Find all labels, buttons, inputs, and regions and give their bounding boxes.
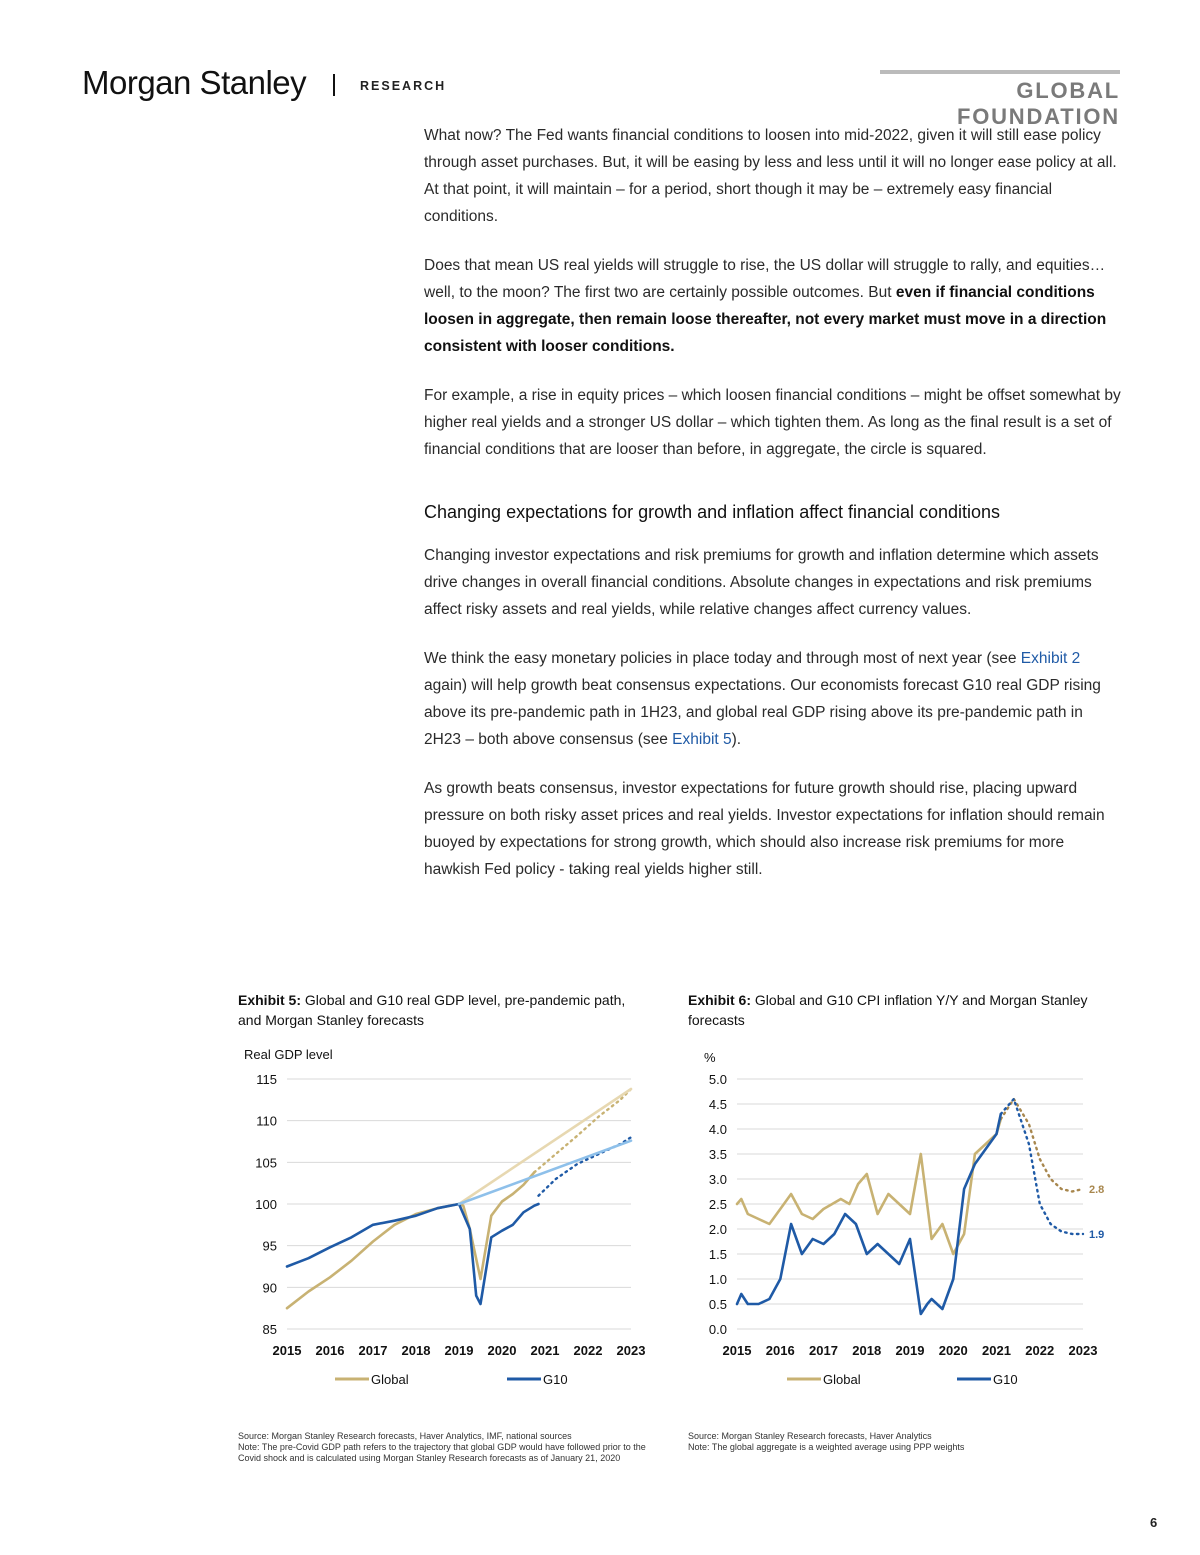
- x-tick-label: 2015: [722, 1343, 752, 1358]
- x-tick-label: 2015: [272, 1343, 302, 1358]
- x-tick-label: 2020: [938, 1343, 968, 1358]
- legend-label: G10: [543, 1372, 568, 1387]
- series-rule: [880, 70, 1120, 74]
- y-tick-label: 95: [262, 1238, 277, 1254]
- exhibit-6-source: Source: Morgan Stanley Research forecasts, Haver Analytics Note: The global aggregate is a weighted average using PPP weights: [688, 1431, 965, 1452]
- x-tick-label: 2019: [444, 1343, 474, 1358]
- paragraph-2-emphasis: even if financial conditions loosen in aggregate, then remain loose thereafter, not every market must move in a direction consistent with looser conditions.: [424, 284, 1107, 355]
- y-tick-label: 2.5: [708, 1197, 727, 1212]
- x-tick-label: 2017: [358, 1343, 388, 1358]
- y-tick-label: 110: [256, 1113, 277, 1129]
- y-tick-label: 105: [255, 1155, 277, 1171]
- legend-label: G10: [993, 1372, 1018, 1387]
- x-tick-label: 2017: [809, 1343, 838, 1358]
- y-tick-label: 1.0: [708, 1272, 727, 1287]
- header-divider: [333, 74, 335, 96]
- x-tick-label: 2023: [1068, 1343, 1098, 1358]
- exhibit-5-title: Exhibit 5: Global and G10 real GDP level, pre-pandemic path, and Morgan Stanley forecasts: [238, 992, 626, 1028]
- article-body: [424, 122, 1124, 905]
- exhibit-6: [688, 990, 1108, 1453]
- x-tick-label: 2018: [401, 1343, 431, 1358]
- legend-label: Global: [823, 1372, 861, 1387]
- series-line-g10-pre-pandemic-path: [459, 1141, 631, 1204]
- paragraph-6: As growth beats consensus, investor expectations for future growth should rise, placing upward pressure on both risky asset prices and real yields. Investor expectations for inflation should remain buoyed by expectations for strong growth, which should also increase risk premiums for more hawkish Fed policy - taking real yields higher still.: [424, 780, 1105, 878]
- page-number: 6: [1150, 1515, 1158, 1530]
- x-tick-label: 2016: [765, 1343, 795, 1358]
- y-tick-label: 0.5: [708, 1297, 727, 1312]
- y-tick-label: 4.0: [708, 1122, 727, 1137]
- paragraph-3: For example, a rise in equity prices – which loosen financial conditions – might be offset somewhat by higher real yields and a stronger US dollar – which tighten them. As long as the final result is a set of financial conditions that are looser than before, in aggregate, the circle is squared.: [424, 387, 1121, 458]
- exhibit-6-chart: [688, 1034, 1108, 1429]
- series-line-global-forecast: [1001, 1099, 1083, 1192]
- exhibit-5-source: Source: Morgan Stanley Research forecasts, Haver Analytics, IMF, national sources Note: The pre-Covid GDP path refers to the trajectory that global GDP would have followed prior to the Covid shock and is calculated using Morgan Stanley Research forecasts as of January 21, 2020: [238, 1431, 646, 1463]
- brand-logo: Morgan Stanley: [82, 64, 307, 101]
- paragraph-5: We think the easy monetary policies in place today and through most of next year (see Exhibit 2 again) will help growth beat consensus expectations. Our economists forecast G10 real GDP rising above its pre-pandemic path in 1H23, and global real GDP rising above its pre-pandemic path in 2H23 – both above consensus (see Exhibit 5).: [424, 650, 1101, 748]
- x-tick-label: 2018: [852, 1343, 882, 1358]
- series-line-global-pre-pandemic-path: [459, 1089, 631, 1204]
- series-line-g10: [287, 1204, 539, 1304]
- data-label: 2.8: [1089, 1184, 1105, 1196]
- y-tick-label: 3.5: [708, 1147, 727, 1162]
- y-tick-label: 90: [262, 1280, 277, 1296]
- series-line-global: [737, 1119, 1001, 1254]
- series-line-g10-forecast: [1001, 1099, 1083, 1234]
- y-tick-label: 100: [255, 1197, 277, 1212]
- paragraph-2: Does that mean US real yields will struggle to rise, the US dollar will struggle to rally, and equities… well, to the moon? The first two are certainly possible outcomes. But even if financial conditions loosen in aggregate, then remain loose thereafter, not every market must move in a direction consistent with looser conditions.: [424, 257, 1107, 355]
- series-label: GLOBAL FOUNDATION: [956, 78, 1120, 129]
- page-header: [0, 0, 1200, 129]
- x-tick-label: 2016: [315, 1343, 345, 1358]
- x-tick-label: 2022: [573, 1343, 603, 1358]
- y-tick-label: 5.0: [708, 1072, 727, 1087]
- exhibit-5-link[interactable]: Exhibit 5: [672, 731, 732, 748]
- x-tick-label: 2023: [616, 1343, 646, 1358]
- exhibit-2-link[interactable]: Exhibit 2: [1020, 650, 1081, 667]
- y-axis-label: %: [704, 1050, 716, 1065]
- data-label: 1.9: [1089, 1229, 1105, 1241]
- section-heading: Changing expectations for growth and inflation affect financial conditions: [424, 502, 1001, 522]
- section-label: RESEARCH: [360, 79, 447, 93]
- x-tick-label: 2021: [530, 1343, 560, 1358]
- y-tick-label: 2.0: [708, 1222, 727, 1237]
- y-tick-label: 1.5: [708, 1247, 727, 1262]
- x-tick-label: 2022: [1025, 1343, 1055, 1358]
- legend-label: Global: [371, 1372, 409, 1387]
- exhibit-5-chart: [238, 1034, 650, 1429]
- exhibit-5: [238, 990, 650, 1464]
- y-tick-label: 0.0: [708, 1322, 727, 1337]
- paragraph-1: What now? The Fed wants financial conditions to loosen into mid-2022, given it will still ease policy through asset purchases. But, it will be easing by less and less until it will no longer ease policy at all. At that point, it will maintain – for a period, short though it may be – extremely easy financial conditions.: [424, 127, 1117, 225]
- y-tick-label: 85: [262, 1322, 277, 1337]
- x-tick-label: 2019: [895, 1343, 925, 1358]
- y-axis-label: Real GDP level: [244, 1047, 333, 1062]
- y-tick-label: 115: [256, 1072, 277, 1087]
- x-tick-label: 2020: [487, 1343, 517, 1358]
- exhibit-6-title: Exhibit 6: Global and G10 CPI inflation Y/Y and Morgan Stanley forecasts: [688, 992, 1088, 1028]
- y-tick-label: 3.0: [708, 1172, 727, 1187]
- x-tick-label: 2021: [982, 1343, 1011, 1358]
- paragraph-4: Changing investor expectations and risk premiums for growth and inflation determine which assets drive changes in overall financial conditions. Absolute changes in expectations and risk premiums affect risky assets and real yields, while relative changes affect currency values.: [424, 547, 1099, 618]
- y-tick-label: 4.5: [708, 1097, 727, 1112]
